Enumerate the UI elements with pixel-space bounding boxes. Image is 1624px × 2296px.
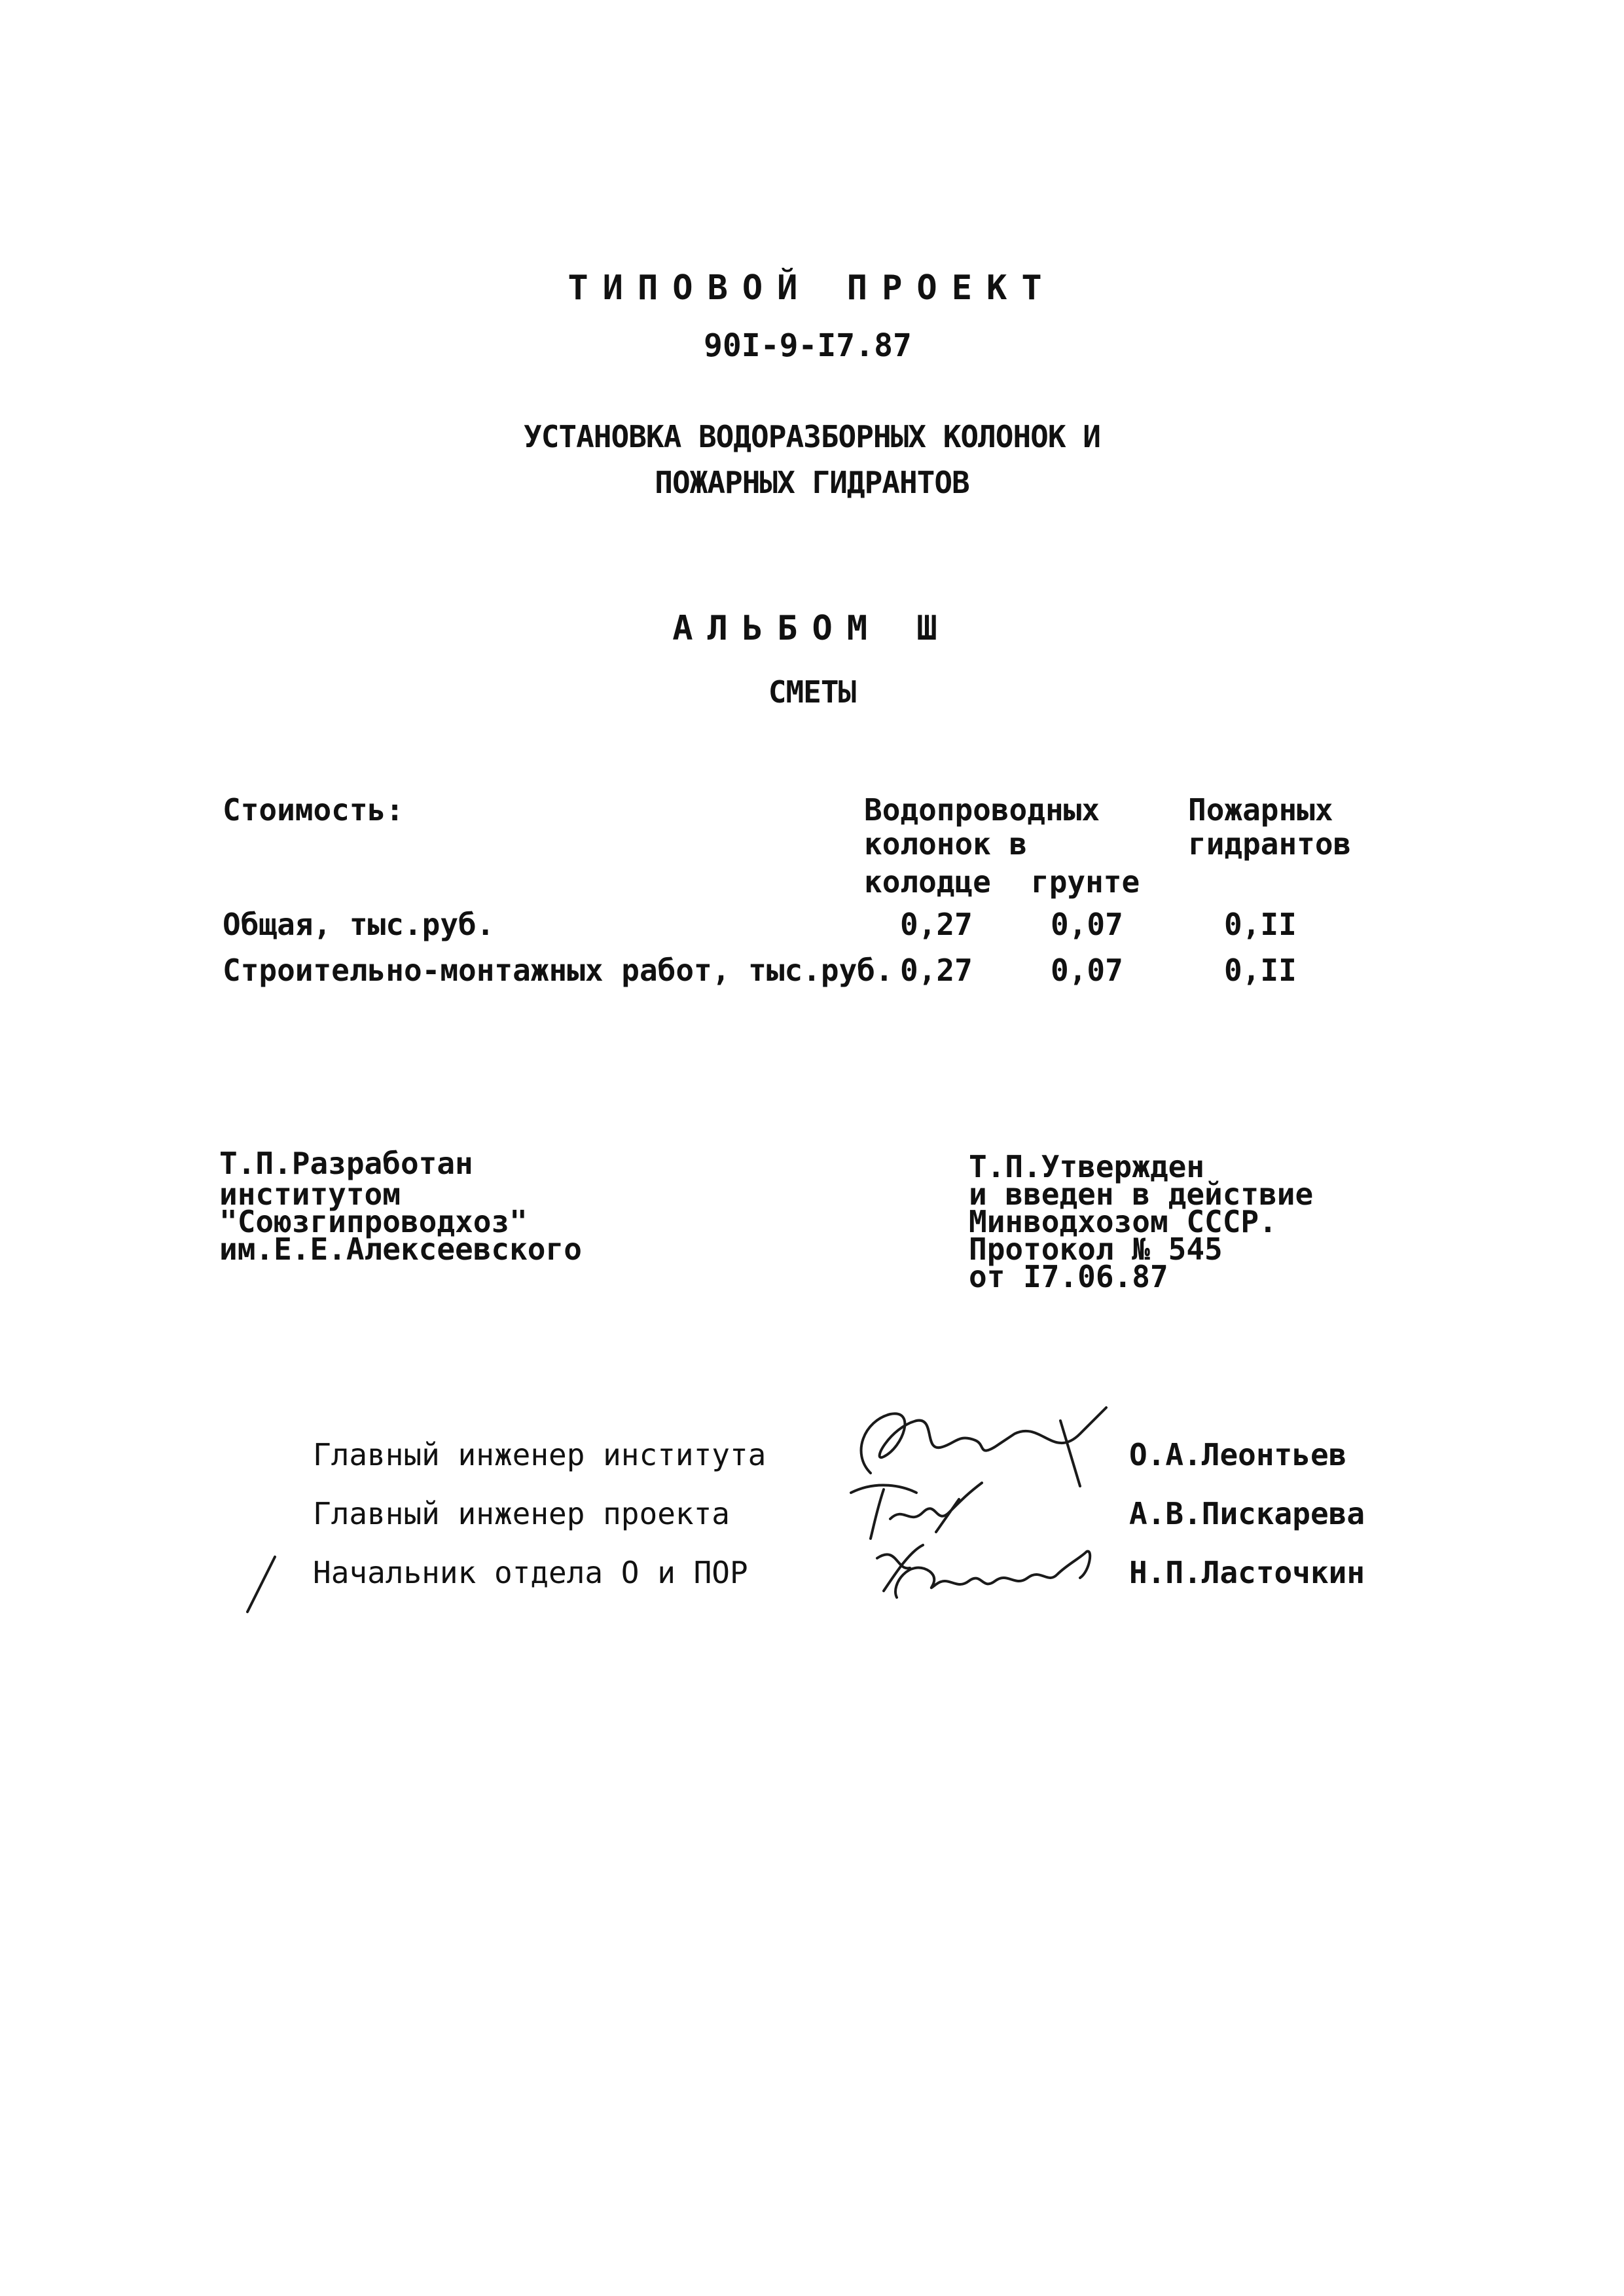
row-label: Общая, тыс.руб. <box>223 907 495 942</box>
col-well-header: колодце <box>864 864 991 900</box>
signer-name-1: О.А.Леонтьев <box>1129 1437 1347 1472</box>
col-fire-header-line2: гидрантов <box>1188 826 1352 862</box>
signer-name-3: Н.П.Ласточкин <box>1129 1555 1365 1590</box>
developed-line3: "Союзгипроводхоз" <box>219 1204 528 1239</box>
approved-line4: Протокол № 545 <box>969 1231 1223 1267</box>
col-water-header-line1: Водопроводных <box>864 792 1100 828</box>
signature-3 <box>871 1532 1106 1611</box>
album-heading: АЛЬБОМ Ш <box>672 609 952 648</box>
value-fire: 0,II <box>1224 953 1297 988</box>
signer-role-3: Начальник отдела О и ПОР <box>313 1555 748 1590</box>
project-code: 90I-9-I7.87 <box>704 327 912 364</box>
value-ground: 0,07 <box>1051 907 1123 942</box>
value-well: 0,27 <box>900 953 973 988</box>
cost-label: Стоимость: <box>223 792 404 828</box>
project-title-line2: ПОЖАРНЫХ ГИДРАНТОВ <box>655 465 969 500</box>
col-water-header-line2: колонок в <box>864 826 1028 862</box>
approved-line1: Т.П.Утвержден <box>969 1149 1205 1184</box>
col-ground-header: грунте <box>1031 864 1140 900</box>
value-ground: 0,07 <box>1051 953 1123 988</box>
developed-line1: Т.П.Разработан <box>219 1146 473 1181</box>
check-mark <box>242 1552 281 1617</box>
developed-line4: им.Е.Е.Алексеевского <box>219 1231 582 1267</box>
approved-line2: и введен в действие <box>969 1176 1314 1212</box>
col-fire-header-line1: Пожарных <box>1188 792 1333 828</box>
value-fire: 0,II <box>1224 907 1297 942</box>
approved-line3: Минводхозом СССР. <box>969 1204 1277 1239</box>
signer-name-2: А.В.Пискарева <box>1129 1496 1365 1531</box>
signer-role-1: Главный инженер института <box>313 1437 767 1472</box>
project-title-line1: УСТАНОВКА ВОДОРАЗБОРНЫХ КОЛОНОК И <box>524 419 1100 454</box>
developed-line2: институтом <box>219 1176 401 1212</box>
approved-line5: от I7.06.87 <box>969 1259 1168 1294</box>
row-label: Строительно-монтажных работ, тыс.руб. <box>223 953 893 988</box>
doc-type-heading: ТИПОВОЙ ПРОЕКТ <box>568 268 1056 308</box>
value-well: 0,27 <box>900 907 973 942</box>
signer-role-2: Главный инженер проекта <box>313 1496 730 1531</box>
album-subtitle: СМЕТЫ <box>768 674 856 710</box>
